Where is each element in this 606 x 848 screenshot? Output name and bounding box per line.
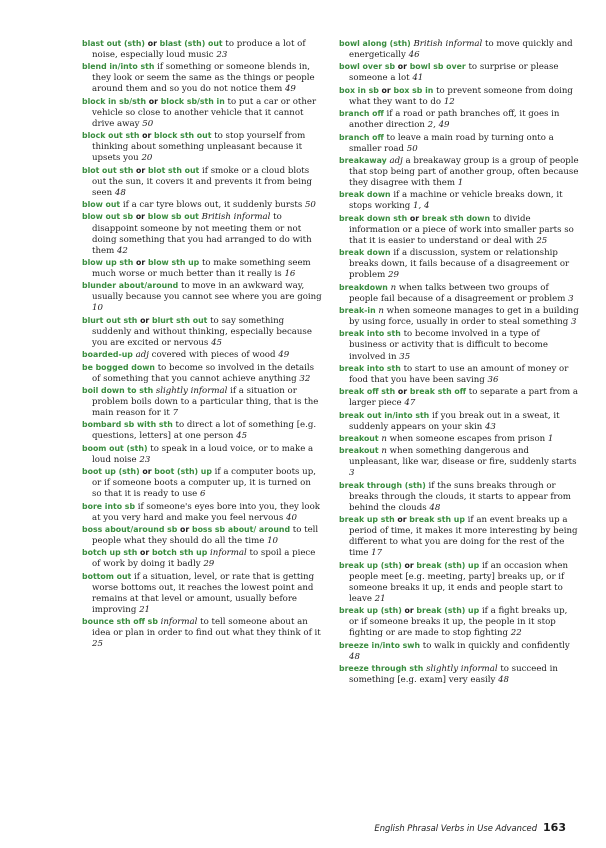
entry-unit-reference: 23: [216, 50, 228, 61]
entry-headword: [339, 39, 411, 48]
entry-grammar-label: n: [381, 446, 387, 457]
entry-definition: to move quickly and energetically: [349, 39, 573, 61]
entry-definition: to direct a lot of something [e.g. questions, letters] at one person: [92, 420, 317, 442]
glossary-entry: [339, 85, 579, 108]
entry-grammar-label: British informal: [413, 39, 483, 49]
entry-headword: [82, 444, 148, 453]
entry-headword: [82, 617, 158, 626]
glossary-entry: [82, 385, 322, 419]
headword-text: breakdown: [339, 282, 388, 292]
entry-headword: [82, 525, 290, 534]
glossary-entry: [339, 445, 579, 479]
glossary-entry: [339, 38, 579, 61]
headword-text: block sb/sth in: [160, 96, 225, 106]
entry-headword: [82, 572, 131, 581]
headword-or: or: [139, 467, 155, 477]
entry-unit-reference: 21: [374, 593, 386, 604]
headword-or: or: [133, 165, 148, 175]
entry-headword: [339, 306, 376, 315]
headword-text: boot (sth) up: [154, 467, 212, 477]
entry-definition: to become involved in a type of business or activity that is difficult to become involved in: [349, 329, 548, 362]
entry-grammar-label: n: [381, 434, 387, 445]
entry-unit-reference: 45: [211, 337, 222, 348]
headword-text: breeze through sth: [339, 664, 424, 674]
entry-headword: [82, 386, 153, 395]
entry-unit-reference: 32: [299, 373, 311, 384]
entry-definition: to divide information or a piece of work into smaller parts so that it is easier to understand or deal with: [349, 213, 574, 246]
glossary-entry: [82, 547, 322, 570]
entry-definition: to tell people what they should do all the time: [92, 525, 319, 547]
glossary-entry: [339, 640, 579, 663]
entry-unit-reference: 3: [571, 317, 577, 328]
entry-unit-reference: 6: [199, 489, 206, 500]
entry-unit-reference: 43: [484, 421, 496, 432]
entry-definition: if a computer boots up, or if someone boots a computer up, it is turned on so that it is ready to use: [92, 467, 316, 500]
entry-grammar-label: slightly informal: [155, 385, 228, 396]
glossary-entry: [339, 480, 579, 514]
entry-unit-reference: 3: [568, 293, 574, 304]
glossary-entry: [82, 96, 322, 130]
headword-text: boil down to sth: [82, 385, 154, 395]
headword-text: break into sth: [339, 329, 401, 339]
headword-text: botch up sth: [82, 548, 138, 558]
entry-headword: [339, 411, 429, 420]
headword-text: blast out (sth): [82, 39, 145, 48]
glossary-entry: [339, 433, 579, 445]
entry-headword: [339, 434, 379, 443]
entry-unit-reference: 49: [284, 84, 296, 95]
headword-text: blow up sth: [82, 257, 134, 267]
entry-definition: to start to use an amount of money or food that you have been saving: [349, 363, 569, 385]
entry-headword: [82, 200, 120, 209]
entry-definition: to surprise or please someone a lot: [349, 62, 559, 84]
entry-unit-reference: 25: [536, 235, 548, 246]
entry-headword: [339, 109, 384, 118]
entry-unit-reference: 10: [92, 303, 103, 314]
entry-unit-reference: 1: [457, 178, 464, 189]
headword-text: break into sth: [339, 363, 401, 373]
entry-definition: to leave a main road by turning onto a smaller road: [349, 132, 554, 154]
entry-definition: if an event breaks up a period of time, it makes it more interesting by being different to what you are doing for the rest of the time: [349, 515, 578, 559]
glossary-entry: [82, 130, 322, 164]
headword-text: blurt sth out: [152, 315, 208, 325]
entry-headword: [339, 515, 465, 524]
entry-definition: to prevent someone from doing what they want to do: [349, 85, 573, 107]
headword-text: break up sth: [339, 515, 395, 525]
entry-headword: [82, 166, 199, 175]
entry-headword: [82, 316, 207, 325]
entry-headword: [82, 258, 199, 267]
entry-headword: [339, 387, 466, 396]
glossary-entry: [82, 501, 322, 524]
entry-headword: [82, 350, 133, 359]
entry-grammar-label: informal: [210, 548, 247, 559]
entry-headword: [339, 248, 391, 257]
entry-headword: [339, 133, 384, 142]
entry-headword: [82, 502, 135, 511]
glossary-entry: [82, 165, 322, 199]
entry-unit-reference: 1, 4: [413, 201, 430, 212]
entry-unit-reference: 49: [278, 350, 290, 361]
glossary-entry: [82, 571, 322, 616]
entry-definition: when talks between two groups of people fail because of a disagreement or problem: [349, 282, 566, 304]
entry-grammar-label: slightly informal: [426, 664, 498, 675]
entry-definition: if a road or path branches off, it goes in another direction: [349, 109, 560, 131]
entry-unit-reference: 17: [371, 548, 383, 559]
entry-definition: to spoil a piece of work by doing it badly: [92, 548, 316, 570]
entry-unit-reference: 23: [139, 454, 151, 465]
glossary-entry: [82, 349, 322, 361]
headword-text: blow out sb: [82, 212, 134, 222]
headword-text: break sth off: [409, 387, 467, 397]
entry-definition: to tell someone about an idea or plan in order to find out what they think of it: [92, 617, 321, 639]
glossary-entry: [339, 155, 579, 189]
entry-headword: [82, 62, 154, 71]
glossary-entry: [339, 410, 579, 433]
glossary-entry: [339, 213, 579, 247]
entry-headword: [339, 481, 426, 490]
headword-text: branch off: [339, 132, 384, 142]
glossary-column-left: [82, 38, 322, 651]
glossary-entry: [339, 61, 579, 84]
entry-definition: if a machine or vehicle breaks down, it stops working: [349, 190, 563, 212]
entry-unit-reference: 35: [399, 351, 411, 362]
glossary-entry: [82, 199, 322, 211]
headword-text: break up (sth): [339, 560, 402, 570]
entry-headword: [82, 39, 223, 48]
entry-definition: when something dangerous and unpleasant, like war, disease or fire, suddenly starts: [349, 446, 577, 468]
headword-text: blow out: [82, 200, 121, 210]
entry-definition: to produce a lot of noise, especially loud music: [92, 39, 306, 61]
headword-text: boss sb about/ around: [191, 525, 291, 535]
entry-unit-reference: 3: [349, 468, 355, 479]
headword-or: or: [401, 606, 417, 616]
glossary-entry: [339, 247, 579, 281]
book-title: English Phrasal Verbs in Use Advanced: [374, 823, 538, 833]
entry-unit-reference: 40: [286, 512, 297, 523]
headword-text: be bogged down: [82, 362, 155, 372]
glossary-entry: [339, 560, 579, 605]
entry-definition: to walk in quickly and confidently: [422, 640, 570, 651]
headword-text: breakaway: [339, 155, 387, 165]
entry-definition: to separate a part from a larger piece: [349, 387, 578, 409]
entry-definition: if the suns breaks through or breaks through the clouds, it starts to appear from behind the clouds: [349, 480, 571, 513]
headword-text: break sth up: [409, 515, 465, 525]
entry-headword: [82, 548, 207, 557]
entry-headword: [339, 86, 433, 95]
headword-text: blot sth out: [147, 165, 200, 175]
headword-text: blot out sth: [82, 165, 134, 175]
headword-or: or: [395, 62, 410, 72]
entry-headword: [339, 156, 387, 165]
entry-unit-reference: 36: [487, 374, 499, 385]
entry-headword: [82, 97, 225, 106]
entry-headword: [82, 420, 173, 429]
glossary-entry: [82, 257, 322, 280]
entry-unit-reference: 1: [547, 434, 554, 445]
glossary-entry: [339, 514, 579, 559]
headword-text: branch off: [339, 109, 384, 119]
headword-or: or: [407, 213, 422, 223]
entry-definition: if a fight breaks up, or if someone breaks it up, the people in it stop fighting or are made to stop fighting: [349, 606, 568, 639]
headword-text: break through (sth): [339, 480, 426, 490]
headword-text: blow sth up: [147, 257, 200, 267]
entry-unit-reference: 48: [114, 187, 126, 198]
entry-unit-reference: 2, 49: [427, 120, 450, 131]
entry-headword: [82, 467, 212, 476]
headword-text: bowl sb over: [409, 62, 466, 72]
entry-definition: if a situation, level, or rate that is getting worse bottoms out, it reaches the lowest point and remains at that level or amount, usually before improving: [92, 571, 315, 615]
entry-definition: if a discussion, system or relationship breaks down, it fails because of a disagreement or problem: [349, 248, 570, 281]
entry-definition: covered with pieces of wood: [151, 350, 276, 361]
headword-or: or: [137, 548, 152, 558]
headword-text: break down: [339, 190, 391, 200]
glossary-entry: [339, 328, 579, 362]
entry-definition: if a situation or problem boils down to a particular thing, that is the main reason for it: [92, 385, 319, 419]
entry-definition: a breakaway group is a group of people that stop being part of another group, often because they disagree with them: [349, 155, 579, 189]
headword-text: break down: [339, 248, 391, 258]
entry-definition: to put a car or other vehicle so close to another vehicle that it cannot drive away: [92, 96, 317, 129]
entry-headword: [339, 664, 423, 673]
entry-unit-reference: 16: [284, 269, 296, 280]
headword-or: or: [139, 131, 155, 141]
headword-or: or: [395, 387, 410, 397]
headword-text: boot up (sth): [82, 467, 140, 477]
headword-text: boss about/around sb: [82, 525, 178, 535]
entry-unit-reference: 29: [203, 559, 215, 570]
entry-definition: if someone's eyes bore into you, they look at you very hard and make you feel nervous: [92, 501, 320, 523]
entry-unit-reference: 50: [142, 118, 154, 129]
glossary-entry: [339, 305, 579, 328]
page-footer: [374, 821, 566, 834]
glossary-entry: [339, 386, 579, 409]
entry-unit-reference: 29: [388, 270, 399, 281]
entry-definition: if smoke or a cloud blots out the sun, it covers it and prevents it from being seen: [92, 165, 312, 198]
entry-definition: to stop yourself from thinking about something unpleasant because it upsets you: [92, 131, 306, 164]
entry-unit-reference: 22: [510, 628, 522, 639]
entry-grammar-label: British informal: [201, 212, 271, 223]
entry-headword: [339, 329, 401, 338]
headword-text: bombard sb with sth: [82, 420, 173, 430]
headword-text: break-in: [339, 306, 376, 316]
entry-definition: to speak in a loud voice, or to make a loud noise: [92, 443, 314, 465]
glossary-entry: [339, 605, 579, 639]
headword-text: break down sth: [339, 213, 408, 223]
headword-text: bore into sb: [82, 501, 136, 511]
glossary-entry: [82, 466, 322, 500]
entry-unit-reference: 48: [498, 675, 510, 686]
headword-text: blunder about/around: [82, 281, 179, 291]
headword-text: box sb in: [393, 85, 434, 95]
entry-definition: if an occasion when people meet [e.g. meeting, party] breaks up, or if someone breaks it up, it ends and people start to leave: [349, 560, 569, 604]
glossary-entry: [82, 419, 322, 442]
glossary-entry: [82, 362, 322, 385]
headword-text: box in sb: [339, 85, 379, 95]
entry-definition: to become so involved in the details of something that you cannot achieve anything: [92, 362, 315, 384]
entry-headword: [82, 363, 155, 372]
entry-headword: [339, 606, 479, 615]
entry-unit-reference: 42: [116, 245, 128, 256]
headword-text: blow sb out: [147, 212, 199, 222]
entry-definition: to move in an awkward way, usually because you cannot see where you are going: [92, 281, 322, 303]
entry-headword: [339, 283, 388, 292]
entry-definition: to say something suddenly and without thinking, especially because you are excited or nervous: [92, 315, 312, 348]
entry-headword: [339, 446, 379, 455]
glossary-entry: [339, 282, 579, 305]
headword-text: block sth out: [154, 131, 212, 141]
glossary-entry: [82, 280, 322, 314]
headword-text: break sth down: [421, 213, 491, 223]
glossary-entry: [82, 211, 322, 256]
glossary-entry: [339, 663, 579, 686]
entry-grammar-label: adj: [389, 155, 403, 166]
entry-unit-reference: 48: [349, 651, 360, 662]
headword-text: boom out (sth): [82, 443, 148, 453]
entry-grammar-label: n: [378, 306, 384, 317]
headword-or: or: [401, 560, 417, 570]
entry-unit-reference: 12: [443, 96, 455, 107]
entry-headword: [82, 212, 199, 221]
headword-text: break off sth: [339, 387, 396, 397]
entry-unit-reference: 50: [406, 143, 418, 154]
headword-text: break (sth) up: [416, 560, 480, 570]
headword-text: breakout: [339, 446, 379, 456]
entry-definition: when someone manages to get in a building by using force, usually in order to steal something: [349, 306, 579, 328]
headword-text: botch sth up: [151, 548, 208, 558]
entry-definition: if a car tyre blows out, it suddenly bursts: [122, 200, 303, 211]
headword-text: block in sb/sth: [82, 96, 147, 106]
entry-unit-reference: 10: [267, 536, 278, 547]
headword-text: blast (sth) out: [159, 39, 223, 48]
entry-unit-reference: 50: [304, 200, 316, 211]
glossary-entry: [82, 443, 322, 466]
headword-or: or: [133, 257, 148, 267]
headword-text: boarded-up: [82, 350, 133, 360]
entry-unit-reference: 7: [172, 408, 179, 419]
headword-text: bowl over sb: [339, 62, 396, 72]
entry-definition: if something or someone blends in, they look or seem the same as the things or people around them and so you do not notice them: [92, 62, 315, 95]
headword-or: or: [137, 315, 152, 325]
entry-grammar-label: adj: [135, 350, 149, 361]
entry-grammar-label: informal: [160, 617, 198, 628]
headword-or: or: [133, 212, 148, 222]
entry-headword: [339, 190, 391, 199]
headword-text: breeze in/into swh: [339, 640, 421, 650]
headword-text: bounce sth off sb: [82, 617, 158, 627]
glossary-column-right: [339, 38, 579, 686]
headword-text: breakout: [339, 434, 379, 444]
entry-unit-reference: 45: [236, 431, 248, 442]
entry-unit-reference: 25: [92, 639, 103, 650]
headword-text: blurt out sth: [82, 315, 138, 325]
entry-headword: [82, 131, 211, 140]
headword-or: or: [145, 39, 160, 48]
page-number: 163: [543, 821, 566, 834]
entry-grammar-label: n: [390, 282, 397, 293]
entry-headword: [339, 364, 401, 373]
glossary-entry: [82, 315, 322, 349]
entry-definition: to make something seem much worse or much better than it really is: [92, 257, 311, 280]
headword-text: bottom out: [82, 571, 132, 581]
headword-text: break up (sth): [339, 606, 402, 616]
headword-or: or: [394, 515, 410, 525]
entry-definition: if you break out in a sweat, it suddenly appears on your skin: [349, 410, 560, 432]
entry-headword: [82, 281, 178, 290]
glossary-entry: [82, 524, 322, 547]
entry-definition: to succeed in something [e.g. exam] very easily: [349, 664, 558, 686]
glossary-entry: [82, 38, 322, 61]
headword-or: or: [177, 525, 192, 535]
glossary-entry: [82, 61, 322, 95]
entry-definition: to disappoint someone by not meeting them or not doing something that you had arranged to do with them: [92, 212, 312, 256]
entry-unit-reference: 21: [139, 604, 150, 615]
glossary-entry: [339, 189, 579, 212]
glossary-entry: [339, 132, 579, 155]
glossary-entry: [82, 616, 322, 650]
headword-or: or: [146, 96, 161, 106]
entry-headword: [339, 561, 479, 570]
headword-text: block out sth: [82, 131, 140, 141]
glossary-entry: [339, 108, 579, 131]
headword-text: break out in/into sth: [339, 410, 430, 420]
entry-unit-reference: 41: [412, 73, 424, 84]
headword-text: bowl along (sth): [339, 39, 411, 48]
entry-headword: [339, 62, 466, 71]
entry-headword: [339, 641, 420, 650]
entry-unit-reference: 48: [429, 502, 441, 513]
headword-text: break (sth) up: [416, 606, 480, 616]
glossary-entry: [339, 363, 579, 386]
entry-definition: when someone escapes from prison: [389, 434, 546, 445]
entry-unit-reference: 20: [141, 153, 153, 164]
entry-unit-reference: 46: [408, 50, 420, 61]
entry-unit-reference: 47: [404, 398, 416, 409]
headword-or: or: [378, 85, 394, 95]
headword-text: blend in/into sth: [82, 62, 155, 72]
entry-headword: [339, 214, 490, 223]
